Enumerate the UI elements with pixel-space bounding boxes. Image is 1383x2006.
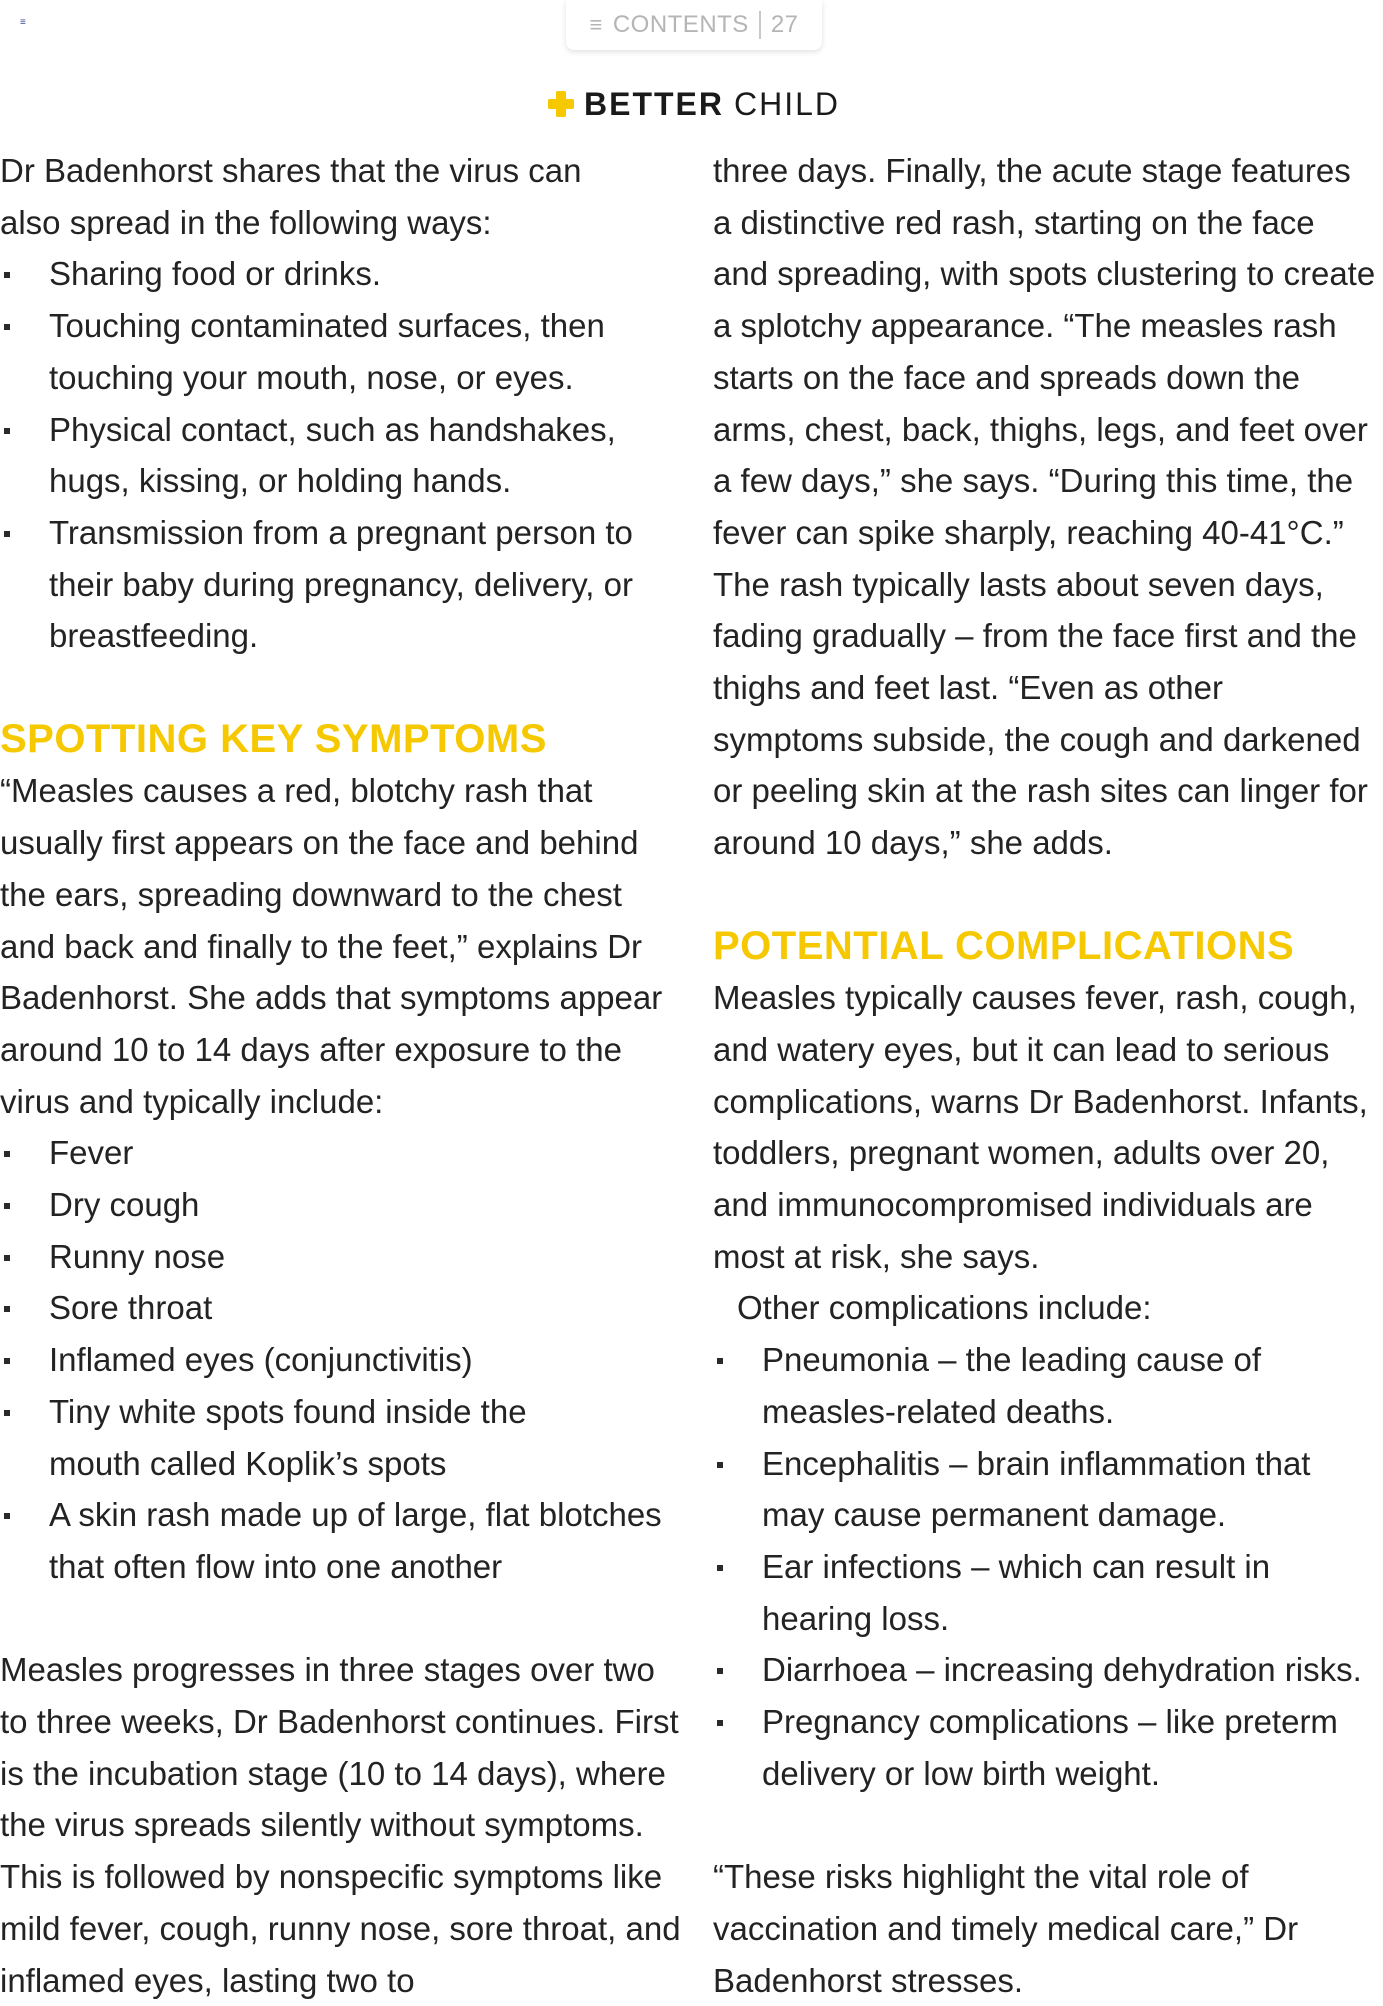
plus-cross-icon	[548, 91, 574, 117]
spread-list	[0, 248, 660, 662]
spacer	[713, 1799, 1383, 1851]
complications-list	[713, 1334, 1383, 1799]
section-header	[548, 84, 840, 124]
list-item: Transmission from a pregnant person to their baby during pregnancy, delivery, or breastfeeding.	[0, 507, 649, 662]
list-item: Pregnancy complications – like preterm delivery or low birth weight.	[713, 1696, 1382, 1799]
right-column	[713, 145, 1383, 2006]
stages-continued: three days. Finally, the acute stage features a distinctive red rash, starting on the face and spreading, with spots clustering to create a splotchy appearance. “The measles rash starts on the face and spreads down the arms, chest, back, thighs, legs, and feet over a few days,” she says. “During this time, the fever can spike sharply, reaching 40-41°C.” The rash typically lasts about seven days, fading gradually – from the face first and the thighs and feet last. “Even as other symptoms subside, the cough and darkened or peeling skin at the rash sites can linger for around 10 days,” she adds.	[713, 152, 1376, 862]
list-item: Ear infections – which can result in hearing loss.	[713, 1541, 1362, 1644]
list-item: Tiny white spots found inside the mouth called Koplik’s spots	[0, 1386, 609, 1489]
complications-lead: Other complications include:	[737, 1289, 1152, 1327]
list-item: Touching contaminated surfaces, then touching your mouth, nose, or eyes.	[0, 300, 659, 403]
list-item: A skin rash made up of large, flat blotches that often flow into one another	[0, 1489, 689, 1592]
complications-heading: POTENTIAL COMPLICATIONS	[713, 923, 1295, 968]
section-name-light: CHILD	[734, 85, 841, 122]
list-item: Runny nose	[0, 1231, 690, 1283]
contents-button[interactable]	[566, 0, 822, 50]
stages-text: Measles progresses in three stages over two to three weeks, Dr Badenhorst continues. First is the incubation stage (10 to 14 days), where the virus spreads silently without symptoms. This is followed by nonspecific symptoms like mild fever, cough, runny nose, sore throat, and inflamed eyes, lasting two to	[0, 1651, 681, 1999]
list-item: Encephalitis – brain inflammation that may cause permanent damage.	[713, 1438, 1372, 1541]
symptoms-list	[0, 1127, 690, 1592]
list-item: Sore throat	[0, 1282, 690, 1334]
symptoms-heading: SPOTTING KEY SYMPTOMS	[0, 716, 547, 761]
list-item: Physical contact, such as handshakes, hugs, kissing, or holding hands.	[0, 404, 659, 507]
symptoms-intro: “Measles causes a red, blotchy rash that usually first appears on the face and behind the ears, spreading downward to the chest and back and finally to the feet,” explains Dr Badenhorst. She adds that symptoms appear around 10 to 14 days after exposure to the virus and typically include:	[0, 772, 663, 1120]
spread-intro: Dr Badenhorst shares that the virus can also spread in the following ways:	[0, 152, 582, 241]
list-item: Pneumonia – the leading cause of measles-related deaths.	[713, 1334, 1332, 1437]
list-item: Inflamed eyes (conjunctivitis)	[0, 1334, 690, 1386]
spacer	[713, 869, 1383, 921]
spacer	[0, 1593, 690, 1645]
list-item: Fever	[0, 1127, 690, 1179]
contents-label: CONTENTS	[612, 11, 749, 38]
divider	[759, 11, 761, 39]
spacer	[0, 662, 690, 714]
list-item: Sharing food or drinks.	[0, 248, 660, 300]
list-icon: ≡	[589, 12, 603, 37]
list-item: Diarrhoea – increasing dehydration risks.	[713, 1644, 1383, 1696]
closing-quote: “These risks highlight the vital role of vaccination and timely medical care,” Dr Badenhorst stresses.	[713, 1858, 1299, 1999]
left-column	[0, 145, 690, 2006]
menu-icon[interactable]: ≡	[20, 17, 26, 28]
section-name-bold: BETTER	[584, 85, 724, 122]
complications-intro: Measles typically causes fever, rash, cough, and watery eyes, but it can lead to serious complications, warns Dr Badenhorst. Infants, toddlers, pregnant women, adults over 20, and immunocompromised individuals are most at risk, she says.	[713, 979, 1368, 1275]
list-item: Dry cough	[0, 1179, 690, 1231]
page-number: 27	[770, 11, 799, 38]
